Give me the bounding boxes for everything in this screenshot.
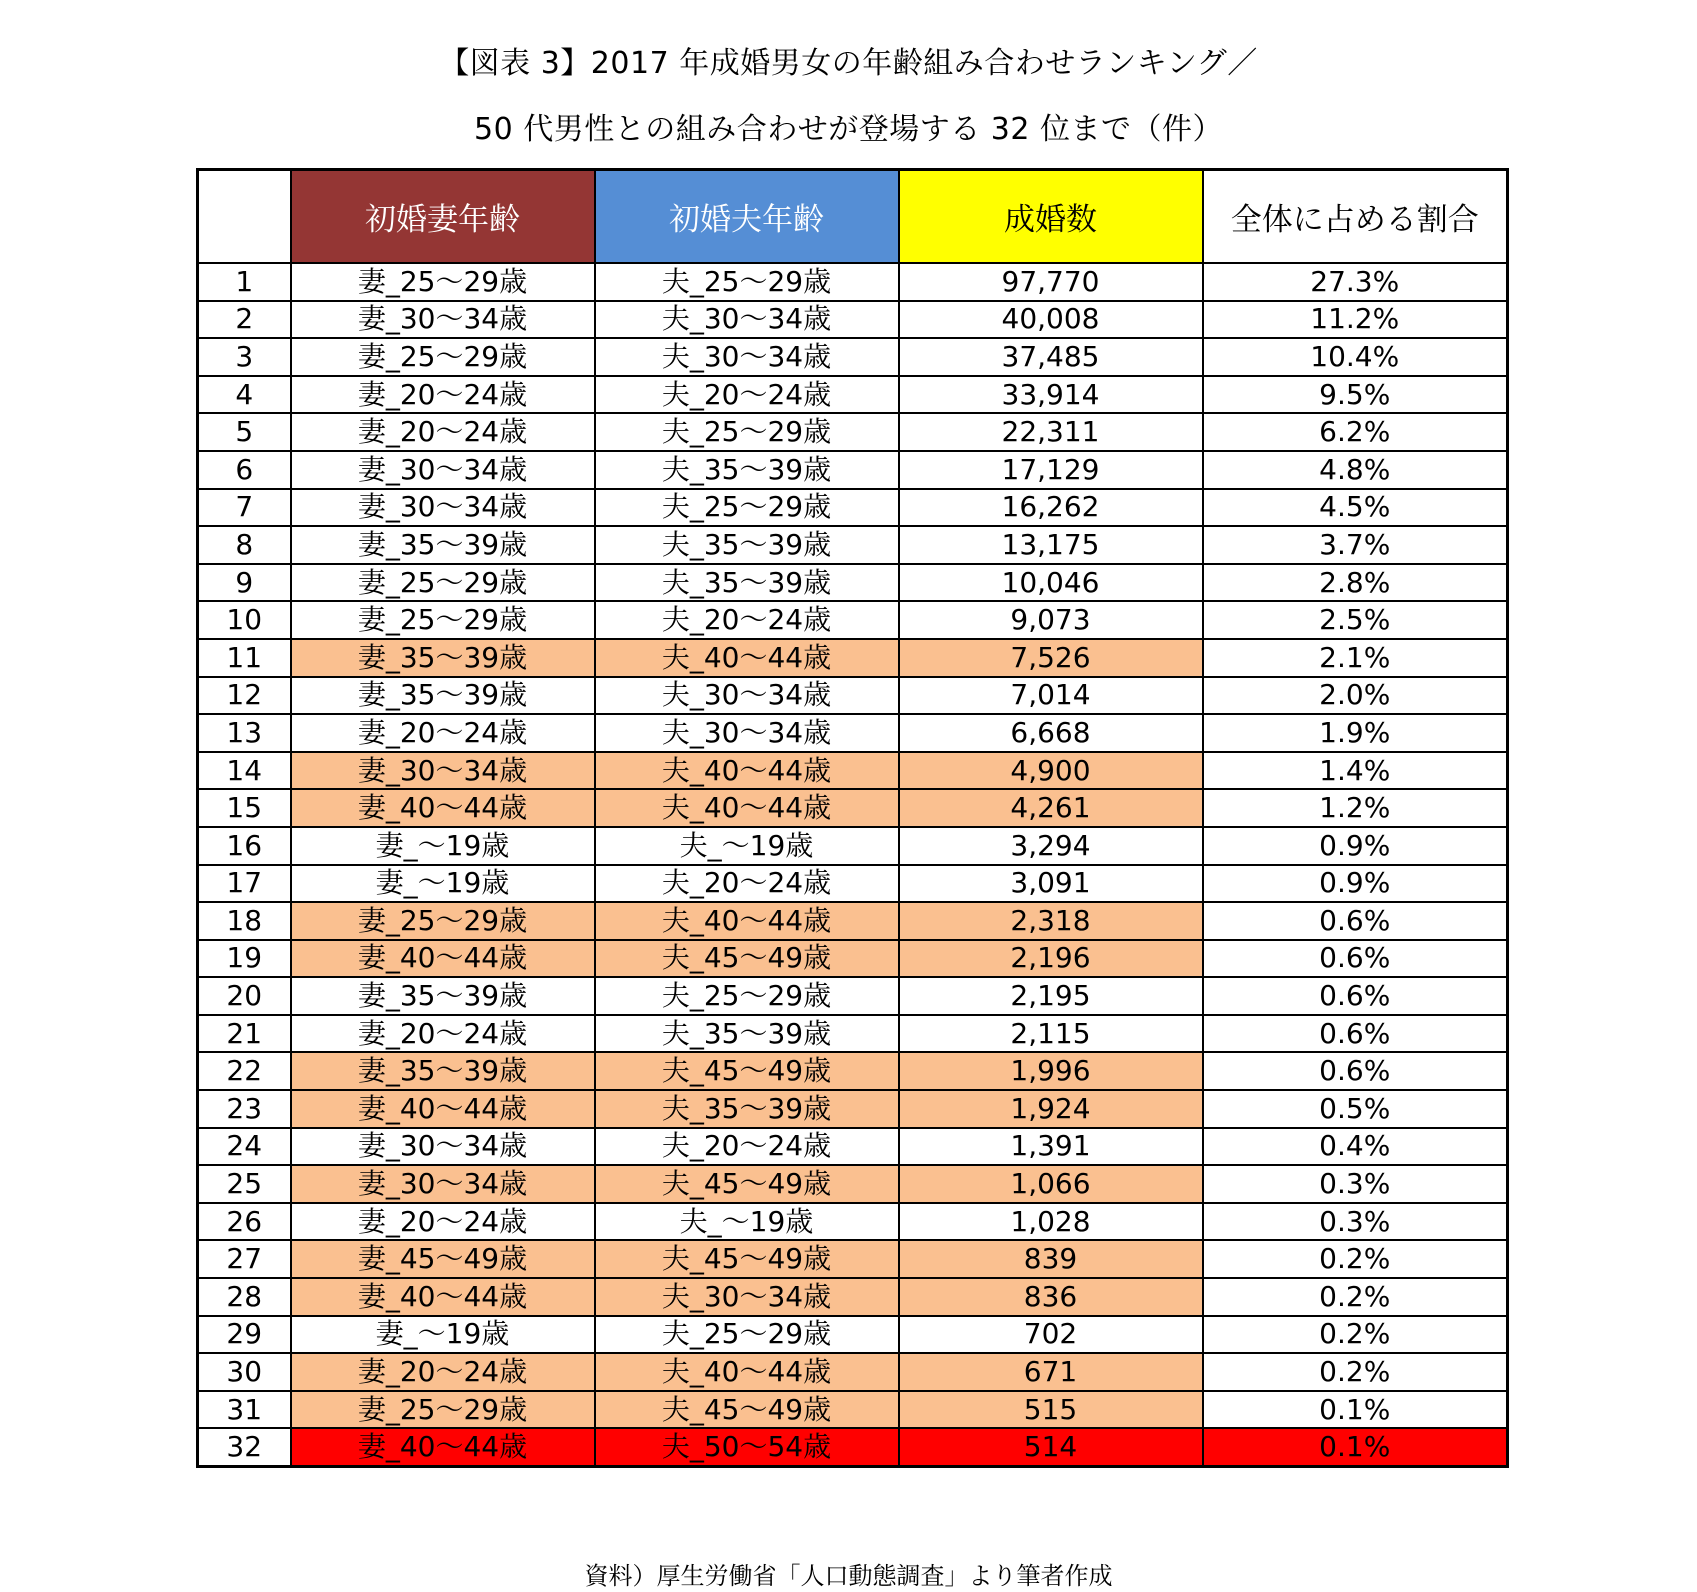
wife-age-cell: 妻_25～29歳 — [291, 263, 595, 301]
share-cell: 0.3% — [1203, 1165, 1508, 1203]
husband-age-cell: 夫_45～49歳 — [595, 940, 899, 978]
table-row — [198, 1128, 1508, 1166]
rank-cell: 18 — [198, 902, 291, 940]
husband-age-cell: 夫_45～49歳 — [595, 1052, 899, 1090]
table-row — [198, 451, 1508, 489]
share-cell: 2.5% — [1203, 601, 1508, 639]
marriage-count-cell: 33,914 — [899, 376, 1203, 414]
marriage-count-cell: 13,175 — [899, 526, 1203, 564]
rank-cell: 26 — [198, 1203, 291, 1241]
table-row — [198, 526, 1508, 564]
chart-title-line-1: 【図表 3】2017 年成婚男女の年齢組み合わせランキング／ — [439, 46, 1258, 81]
rank-cell: 19 — [198, 940, 291, 978]
wife-age-cell: 妻_30～34歳 — [291, 489, 595, 527]
marriage-count-cell: 97,770 — [899, 263, 1203, 301]
husband-age-cell: 夫_40～44歳 — [595, 639, 899, 677]
rank-cell: 6 — [198, 451, 291, 489]
share-cell: 1.4% — [1203, 752, 1508, 790]
share-cell: 6.2% — [1203, 413, 1508, 451]
wife-age-cell: 妻_20～24歳 — [291, 1203, 595, 1241]
wife-age-cell: 妻_20～24歳 — [291, 714, 595, 752]
marriage-count-cell: 1,924 — [899, 1090, 1203, 1128]
husband-age-cell: 夫_20～24歳 — [595, 601, 899, 639]
rank-cell: 20 — [198, 977, 291, 1015]
table-row — [198, 827, 1508, 865]
share-cell: 3.7% — [1203, 526, 1508, 564]
header-husband-age: 初婚夫年齢 — [595, 170, 899, 264]
marriage-count-cell: 40,008 — [899, 301, 1203, 339]
table-row — [198, 1428, 1508, 1466]
table-row — [198, 865, 1508, 903]
share-cell: 0.2% — [1203, 1353, 1508, 1391]
table-row — [198, 789, 1508, 827]
marriage-count-cell: 10,046 — [899, 564, 1203, 602]
table-row — [198, 714, 1508, 752]
share-cell: 27.3% — [1203, 263, 1508, 301]
marriage-count-cell: 16,262 — [899, 489, 1203, 527]
wife-age-cell: 妻_40～44歳 — [291, 940, 595, 978]
wife-age-cell: 妻_40～44歳 — [291, 1090, 595, 1128]
rank-cell: 28 — [198, 1278, 291, 1316]
husband-age-cell: 夫_25～29歳 — [595, 263, 899, 301]
rank-cell: 23 — [198, 1090, 291, 1128]
marriage-count-cell: 514 — [899, 1428, 1203, 1466]
marriage-count-cell: 22,311 — [899, 413, 1203, 451]
husband-age-cell: 夫_35～39歳 — [595, 1090, 899, 1128]
header-rank — [198, 170, 291, 264]
share-cell: 9.5% — [1203, 376, 1508, 414]
share-cell: 2.0% — [1203, 677, 1508, 715]
table-row — [198, 677, 1508, 715]
husband-age-cell: 夫_40～44歳 — [595, 789, 899, 827]
husband-age-cell: 夫_35～39歳 — [595, 564, 899, 602]
wife-age-cell: 妻_20～24歳 — [291, 1353, 595, 1391]
rank-cell: 22 — [198, 1052, 291, 1090]
husband-age-cell: 夫_25～29歳 — [595, 413, 899, 451]
wife-age-cell: 妻_35～39歳 — [291, 1052, 595, 1090]
share-cell: 0.4% — [1203, 1128, 1508, 1166]
table-row — [198, 1052, 1508, 1090]
husband-age-cell: 夫_45～49歳 — [595, 1165, 899, 1203]
husband-age-cell: 夫_30～34歳 — [595, 714, 899, 752]
wife-age-cell: 妻_30～34歳 — [291, 1165, 595, 1203]
wife-age-cell: 妻_40～44歳 — [291, 1278, 595, 1316]
source-note: 資料）厚生労働省「人口動態調査」より筆者作成 — [584, 1562, 1113, 1590]
husband-age-cell: 夫_35～39歳 — [595, 451, 899, 489]
rank-cell: 12 — [198, 677, 291, 715]
husband-age-cell: 夫_35～39歳 — [595, 526, 899, 564]
rank-cell: 27 — [198, 1240, 291, 1278]
share-cell: 0.5% — [1203, 1090, 1508, 1128]
share-cell: 2.8% — [1203, 564, 1508, 602]
marriage-count-cell: 4,261 — [899, 789, 1203, 827]
wife-age-cell: 妻_25～29歳 — [291, 601, 595, 639]
husband-age-cell: 夫_30～34歳 — [595, 677, 899, 715]
marriage-count-cell: 1,996 — [899, 1052, 1203, 1090]
wife-age-cell: 妻_30～34歳 — [291, 301, 595, 339]
table-row — [198, 564, 1508, 602]
table-row — [198, 1391, 1508, 1429]
husband-age-cell: 夫_40～44歳 — [595, 752, 899, 790]
share-cell: 0.6% — [1203, 940, 1508, 978]
rank-cell: 21 — [198, 1015, 291, 1053]
wife-age-cell: 妻_40～44歳 — [291, 789, 595, 827]
rank-cell: 11 — [198, 639, 291, 677]
table-row — [198, 1203, 1508, 1241]
marriage-count-cell: 4,900 — [899, 752, 1203, 790]
rank-cell: 3 — [198, 338, 291, 376]
husband-age-cell: 夫_20～24歳 — [595, 376, 899, 414]
rank-cell: 2 — [198, 301, 291, 339]
husband-age-cell: 夫_45～49歳 — [595, 1240, 899, 1278]
wife-age-cell: 妻_35～39歳 — [291, 677, 595, 715]
husband-age-cell: 夫_50～54歳 — [595, 1428, 899, 1466]
table-row — [198, 977, 1508, 1015]
wife-age-cell: 妻_20～24歳 — [291, 413, 595, 451]
table-row — [198, 1278, 1508, 1316]
share-cell: 4.8% — [1203, 451, 1508, 489]
rank-cell: 15 — [198, 789, 291, 827]
share-cell: 4.5% — [1203, 489, 1508, 527]
header-marriage-count: 成婚数 — [899, 170, 1203, 264]
table-row — [198, 1165, 1508, 1203]
husband-age-cell: 夫_30～34歳 — [595, 301, 899, 339]
wife-age-cell: 妻_40～44歳 — [291, 1428, 595, 1466]
marriage-count-cell: 1,066 — [899, 1165, 1203, 1203]
rank-cell: 10 — [198, 601, 291, 639]
wife-age-cell: 妻_～19歳 — [291, 865, 595, 903]
marriage-count-cell: 37,485 — [899, 338, 1203, 376]
share-cell: 0.1% — [1203, 1391, 1508, 1429]
marriage-count-cell: 836 — [899, 1278, 1203, 1316]
wife-age-cell: 妻_20～24歳 — [291, 1015, 595, 1053]
table-row — [198, 489, 1508, 527]
marriage-count-cell: 2,195 — [899, 977, 1203, 1015]
share-cell: 0.2% — [1203, 1278, 1508, 1316]
husband-age-cell: 夫_45～49歳 — [595, 1391, 899, 1429]
wife-age-cell: 妻_35～39歳 — [291, 977, 595, 1015]
marriage-count-cell: 17,129 — [899, 451, 1203, 489]
husband-age-cell: 夫_30～34歳 — [595, 1278, 899, 1316]
share-cell: 0.6% — [1203, 902, 1508, 940]
marriage-count-cell: 2,318 — [899, 902, 1203, 940]
rank-cell: 1 — [198, 263, 291, 301]
rank-cell: 14 — [198, 752, 291, 790]
table-header-row — [198, 170, 1508, 264]
rank-cell: 17 — [198, 865, 291, 903]
wife-age-cell: 妻_～19歳 — [291, 1316, 595, 1354]
rank-cell: 32 — [198, 1428, 291, 1466]
rank-cell: 8 — [198, 526, 291, 564]
table-row — [198, 601, 1508, 639]
table-row — [198, 376, 1508, 414]
husband-age-cell: 夫_40～44歳 — [595, 902, 899, 940]
marriage-count-cell: 7,526 — [899, 639, 1203, 677]
husband-age-cell: 夫_25～29歳 — [595, 1316, 899, 1354]
table-row — [198, 752, 1508, 790]
marriage-count-cell: 3,294 — [899, 827, 1203, 865]
share-cell: 0.1% — [1203, 1428, 1508, 1466]
table-row — [198, 1316, 1508, 1354]
wife-age-cell: 妻_25～29歳 — [291, 564, 595, 602]
husband-age-cell: 夫_40～44歳 — [595, 1353, 899, 1391]
share-cell: 0.3% — [1203, 1203, 1508, 1241]
share-cell: 0.6% — [1203, 1015, 1508, 1053]
share-cell: 0.6% — [1203, 1052, 1508, 1090]
rank-cell: 29 — [198, 1316, 291, 1354]
wife-age-cell: 妻_25～29歳 — [291, 338, 595, 376]
table-row — [198, 940, 1508, 978]
marriage-count-cell: 515 — [899, 1391, 1203, 1429]
share-cell: 0.2% — [1203, 1240, 1508, 1278]
table-row — [198, 902, 1508, 940]
marriage-count-cell: 6,668 — [899, 714, 1203, 752]
rank-cell: 16 — [198, 827, 291, 865]
rank-cell: 4 — [198, 376, 291, 414]
share-cell: 0.9% — [1203, 865, 1508, 903]
marriage-count-cell: 1,028 — [899, 1203, 1203, 1241]
ranking-table — [196, 168, 1509, 1468]
wife-age-cell: 妻_25～29歳 — [291, 902, 595, 940]
marriage-count-cell: 2,115 — [899, 1015, 1203, 1053]
marriage-count-cell: 3,091 — [899, 865, 1203, 903]
table-row — [198, 639, 1508, 677]
wife-age-cell: 妻_25～29歳 — [291, 1391, 595, 1429]
chart-title-line-2: 50 代男性との組み合わせが登場する 32 位まで（件） — [474, 112, 1223, 147]
rank-cell: 5 — [198, 413, 291, 451]
wife-age-cell: 妻_～19歳 — [291, 827, 595, 865]
wife-age-cell: 妻_20～24歳 — [291, 376, 595, 414]
share-cell: 2.1% — [1203, 639, 1508, 677]
rank-cell: 7 — [198, 489, 291, 527]
rank-cell: 30 — [198, 1353, 291, 1391]
wife-age-cell: 妻_35～39歳 — [291, 526, 595, 564]
wife-age-cell: 妻_35～39歳 — [291, 639, 595, 677]
wife-age-cell: 妻_30～34歳 — [291, 752, 595, 790]
table-row — [198, 263, 1508, 301]
wife-age-cell: 妻_30～34歳 — [291, 1128, 595, 1166]
husband-age-cell: 夫_25～29歳 — [595, 977, 899, 1015]
wife-age-cell: 妻_30～34歳 — [291, 451, 595, 489]
husband-age-cell: 夫_～19歳 — [595, 827, 899, 865]
share-cell: 0.2% — [1203, 1316, 1508, 1354]
share-cell: 0.9% — [1203, 827, 1508, 865]
marriage-count-cell: 839 — [899, 1240, 1203, 1278]
table-row — [198, 1090, 1508, 1128]
rank-cell: 25 — [198, 1165, 291, 1203]
table-row — [198, 413, 1508, 451]
rank-cell: 31 — [198, 1391, 291, 1429]
table-row — [198, 1240, 1508, 1278]
marriage-count-cell: 1,391 — [899, 1128, 1203, 1166]
marriage-count-cell: 2,196 — [899, 940, 1203, 978]
share-cell: 1.2% — [1203, 789, 1508, 827]
marriage-count-cell: 7,014 — [899, 677, 1203, 715]
husband-age-cell: 夫_25～29歳 — [595, 489, 899, 527]
table-row — [198, 1015, 1508, 1053]
header-share: 全体に占める割合 — [1203, 170, 1508, 264]
header-wife-age: 初婚妻年齢 — [291, 170, 595, 264]
marriage-count-cell: 702 — [899, 1316, 1203, 1354]
rank-cell: 24 — [198, 1128, 291, 1166]
rank-cell: 9 — [198, 564, 291, 602]
share-cell: 0.6% — [1203, 977, 1508, 1015]
husband-age-cell: 夫_20～24歳 — [595, 865, 899, 903]
share-cell: 11.2% — [1203, 301, 1508, 339]
husband-age-cell: 夫_20～24歳 — [595, 1128, 899, 1166]
table-body — [198, 263, 1508, 1467]
table-row — [198, 301, 1508, 339]
share-cell: 1.9% — [1203, 714, 1508, 752]
table-row — [198, 338, 1508, 376]
table-row — [198, 1353, 1508, 1391]
wife-age-cell: 妻_45～49歳 — [291, 1240, 595, 1278]
rank-cell: 13 — [198, 714, 291, 752]
husband-age-cell: 夫_35～39歳 — [595, 1015, 899, 1053]
marriage-count-cell: 9,073 — [899, 601, 1203, 639]
share-cell: 10.4% — [1203, 338, 1508, 376]
husband-age-cell: 夫_30～34歳 — [595, 338, 899, 376]
marriage-count-cell: 671 — [899, 1353, 1203, 1391]
husband-age-cell: 夫_～19歳 — [595, 1203, 899, 1241]
